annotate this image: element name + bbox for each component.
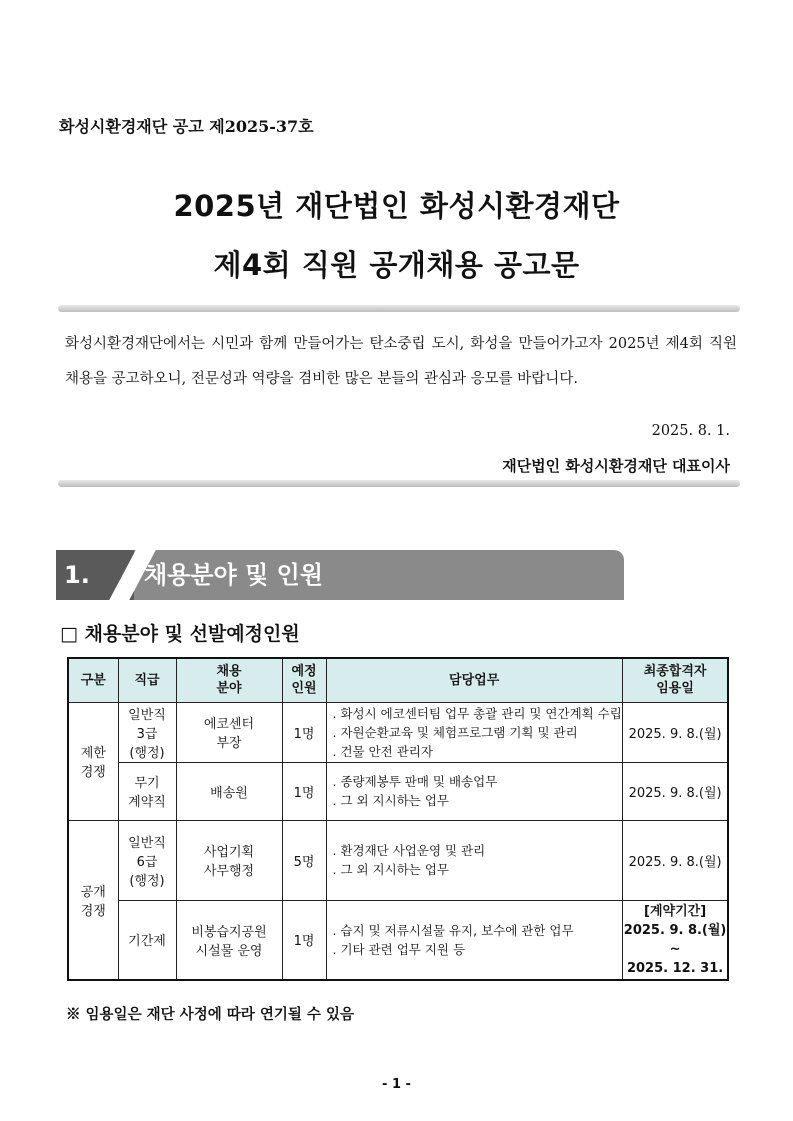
category-cell: 공개 경쟁: [68, 820, 118, 980]
count-cell: 1명: [282, 702, 326, 762]
signature: 재단법인 화성시환경재단 대표이사: [502, 457, 730, 475]
table-row: [68, 762, 728, 820]
grade-cell: 일반직 6급 (행정): [118, 820, 176, 900]
subheading: □ 채용분야 및 선발예정인원: [60, 623, 300, 645]
duties-cell: . 화성시 에코센터팀 업무 총괄 관리 및 연간계획 수립 . 자원순환교육 및 체험프로그램 기획 및 관리 . 건물 안전 관리자: [326, 702, 622, 762]
field-cell: 에코센터 부장: [176, 702, 282, 762]
table-row: [68, 820, 728, 900]
contract-period-label: [계약기간]: [644, 903, 707, 919]
grade-cell: 기간제: [118, 900, 176, 980]
section-title: 채용분야 및 인원: [144, 561, 323, 589]
duties-cell: . 종량제봉투 판매 및 배송업무 . 그 외 지시하는 업무: [326, 762, 622, 820]
count-cell: 1명: [282, 900, 326, 980]
field-cell: 비봉습지공원 시설물 운영: [176, 900, 282, 980]
page-number: - 1 -: [382, 1077, 411, 1092]
table-header-row: [68, 658, 728, 702]
section-number: 1.: [56, 550, 134, 600]
field-cell: 배송원: [176, 762, 282, 820]
date-cell: 2025. 9. 8.(월): [622, 702, 728, 762]
header-category: 구분: [68, 658, 118, 702]
date-cell: 2025. 9. 8.(월): [622, 762, 728, 820]
intro-box: [58, 305, 740, 487]
grade-cell: 무기 계약직: [118, 762, 176, 820]
document-title-line2: 제4회 직원 공개채용 공고문: [213, 248, 580, 282]
document-title-line1: 2025년 재단법인 화성시환경재단: [173, 189, 620, 223]
header-duties: 담당업무: [326, 658, 622, 702]
duties-cell: . 습지 및 저류시설물 유지, 보수에 관한 업무 . 기타 관련 업무 지원 등: [326, 900, 622, 980]
grade-cell: 일반직 3급 (행정): [118, 702, 176, 762]
date-cell: 2025. 9. 8.(월): [622, 820, 728, 900]
contract-end-date: 2025. 12. 31.: [626, 960, 724, 976]
contract-period-cell: [622, 900, 728, 980]
category-cell: 제한 경쟁: [68, 702, 118, 820]
header-grade: 직급: [118, 658, 176, 702]
field-cell: 사업기획 사무행정: [176, 820, 282, 900]
contract-start-date: 2025. 9. 8.(월): [623, 922, 727, 938]
recruitment-table: [67, 657, 729, 981]
announcement-date: 2025. 8. 1.: [651, 423, 730, 439]
duties-cell: . 환경재단 사업운영 및 관리 . 그 외 지시하는 업무: [326, 820, 622, 900]
count-cell: 5명: [282, 820, 326, 900]
contract-range-separator: ~: [669, 941, 681, 957]
footnote: ※ 임용일은 재단 사정에 따라 연기될 수 있음: [66, 1006, 354, 1023]
section-heading-bar: [56, 550, 624, 600]
header-field: 채용 분야: [176, 658, 282, 702]
table-row: [68, 702, 728, 762]
table-row: [68, 900, 728, 980]
intro-text: 화성시환경재단에서는 시민과 함께 만들어가는 탄소중립 도시, 화성을 만들어가고자 2025년 제4회 직원 채용을 공고하오니, 전문성과 역량을 겸비한 많은 분들의 관심과 응모를 바랍니다.: [65, 336, 737, 387]
header-date: 최종합격자 임용일: [622, 658, 728, 702]
intro-box-bottom-border: [58, 480, 740, 487]
notice-number: 화성시환경재단 공고 제2025-37호: [59, 117, 314, 136]
count-cell: 1명: [282, 762, 326, 820]
header-count: 예정 인원: [282, 658, 326, 702]
intro-box-top-border: [58, 305, 740, 312]
